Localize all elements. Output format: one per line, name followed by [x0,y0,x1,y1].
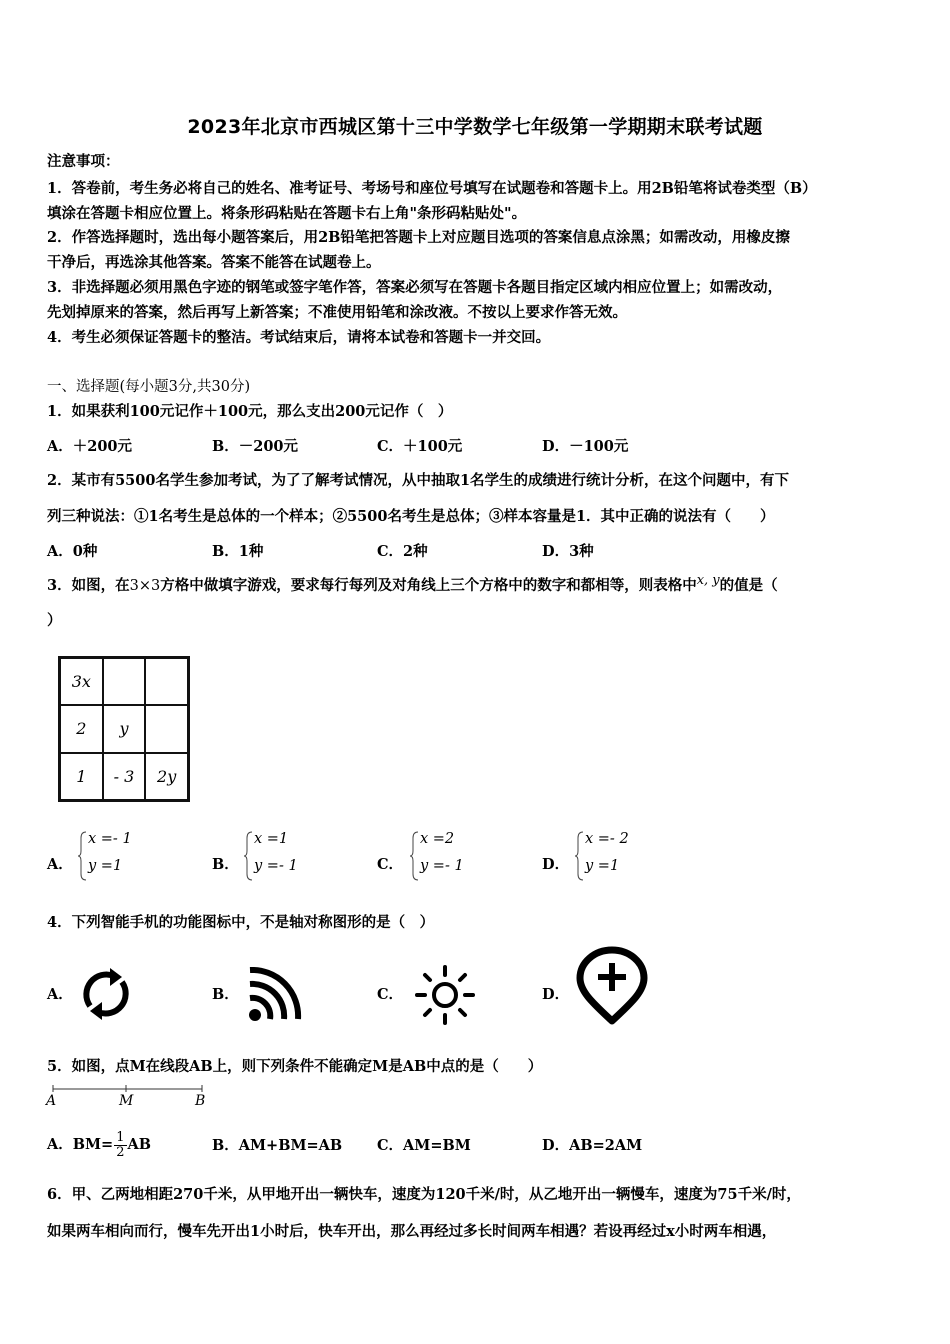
equation: y =- 1 [420,858,464,874]
equation: y =1 [88,858,123,874]
notice-line: 先划掉原来的答案，然后再写上新答案；不准使用铅笔和涂改液。不按以上要求作答无效。 [47,304,627,321]
grid-cell: 3x [60,658,103,705]
q2-option-c: C．2种 [377,543,428,560]
grid-cell: - 3 [103,753,146,800]
fraction-denominator: 2 [116,1144,125,1160]
q3-option-d-system [575,830,665,882]
q5-option-a-text: A．BM= [47,1136,114,1153]
question-3-stem [47,573,778,596]
question-6-stem: 6．甲、乙两地相距270千米，从甲地开出一辆快车，速度为120千米/时，从乙地开出一辆慢车，速度为75千米/时， [47,1186,801,1203]
notice-line: 干净后，再选涂其他答案。答案不能答在试题卷上。 [47,254,381,271]
q3-stem-part: 的值是（ [719,577,778,594]
brace-icon [410,830,420,882]
brace-icon [575,830,585,882]
q1-option-a: A．＋200元 [47,438,133,455]
notice-line: 4．考生必须保证答题卡的整洁。考试结束后，请将本试卷和答题卡一并交回。 [47,329,551,346]
q3-stem-part: 方格中做填字游戏，要求每行每列及对角线上三个方格中的数字和都相等，则表格中 [160,577,697,594]
q2-option-b: B．1种 [212,543,264,560]
q3-option-b-label: B． [212,856,239,873]
q3-variables: x, y [696,573,720,588]
refresh-icon [76,966,136,1022]
magic-square-grid [58,656,190,802]
q4-option-b: B． [212,986,239,1003]
grid-cell: y [103,705,146,752]
page-title: 2023年北京市西城区第十三中学数学七年级第一学期期末联考试题 [187,116,763,138]
fraction [114,1131,126,1160]
question-6-stem: 如果两车相向而行，慢车先开出1小时后，快车开出，那么再经过多长时间两车相遇？若设再经过x小时两车相遇， [47,1223,777,1240]
point-m-label: M [119,1093,134,1109]
q3-option-c-system [410,830,500,882]
grid-cell [145,658,188,705]
question-1-stem: 1．如果获利100元记作＋100元，那么支出200元记作（ ） [47,403,453,420]
q2-option-a: A．0种 [47,543,98,560]
grid-cell [145,705,188,752]
point-a-label: A [46,1093,57,1109]
q4-option-a: A． [47,986,73,1003]
sun-brightness-icon [414,964,476,1026]
grid-cell: 2y [145,753,188,800]
notice-line: 2．作答选择题时，选出每小题答案后，用2B铅笔把答题卡上对应题目选项的答案信息点涂黑；如需改动，用橡皮擦 [47,229,790,246]
q3-option-a-system [78,830,168,882]
notice-line: 1．答卷前，考生务必将自己的姓名、准考证号、考场号和座位号填写在试题卷和答题卡上。用2B铅笔将试卷类型（B） [47,180,817,197]
section-heading: 一、选择题(每小题3分,共30分) [47,379,251,395]
question-5-stem: 5．如图，点M在线段AB上，则下列条件不能确定M是AB中点的是（ ） [47,1058,543,1075]
q3-stem-part: 3．如图，在 [47,577,130,594]
equation: y =- 1 [254,858,298,874]
equation: y =1 [585,858,620,874]
q1-option-c: C．＋100元 [377,438,463,455]
q1-option-d: D．－100元 [542,438,629,455]
q3-option-b-system [244,830,334,882]
question-2-stem: 2．某市有5500名学生参加考试，为了了解考试情况，从中抽取1名学生的成绩进行统计分析，在这个问题中，有下 [47,472,790,489]
q3-option-a-label: A． [47,856,73,873]
equation: x =2 [420,831,455,847]
q2-option-d: D．3种 [542,543,594,560]
notice-line: 填涂在答题卡相应位置上。将条形码粘贴在答题卡右上角"条形码粘贴处"。 [47,205,527,222]
notice-heading: 注意事项： [47,153,120,170]
question-2-stem: 列三种说法：①1名考生是总体的一个样本；②5500名考生是总体；③样本容量是1．其中正确的说法有（ ） [47,508,775,525]
fraction-numerator: 1 [116,1129,125,1145]
location-pin-add-icon [574,946,650,1026]
q5-option-c: C．AM=BM [377,1137,471,1154]
question-3-stem: ） [47,612,62,629]
q1-option-b: B．－200元 [212,438,299,455]
q5-option-a [47,1128,151,1162]
brace-icon [78,830,88,882]
q5-option-b: B．AM+BM=AB [212,1137,343,1154]
equation: x =- 1 [88,831,132,847]
point-b-label: B [195,1093,206,1109]
equation: x =1 [254,831,289,847]
q3-grid-size: 3×3 [129,578,161,594]
q3-option-c-label: C． [377,856,404,873]
notice-line: 3．非选择题必须用黑色字迹的钢笔或签字笔作答，答案必须写在答题卡各题目指定区域内相应位置上；如需改动， [47,279,783,296]
brace-icon [244,830,254,882]
equation: x =- 2 [585,831,629,847]
grid-cell [103,658,146,705]
wifi-signal-icon [246,964,304,1024]
grid-cell: 1 [60,753,103,800]
q4-option-d: D． [542,986,570,1003]
q5-option-d: D．AB=2AM [542,1137,643,1154]
q4-option-c: C． [377,986,404,1003]
q3-option-d-label: D． [542,856,570,873]
question-4-stem: 4．下列智能手机的功能图标中，不是轴对称图形的是（ ） [47,914,435,931]
grid-cell: 2 [60,705,103,752]
q5-option-a-text: AB [127,1136,152,1153]
